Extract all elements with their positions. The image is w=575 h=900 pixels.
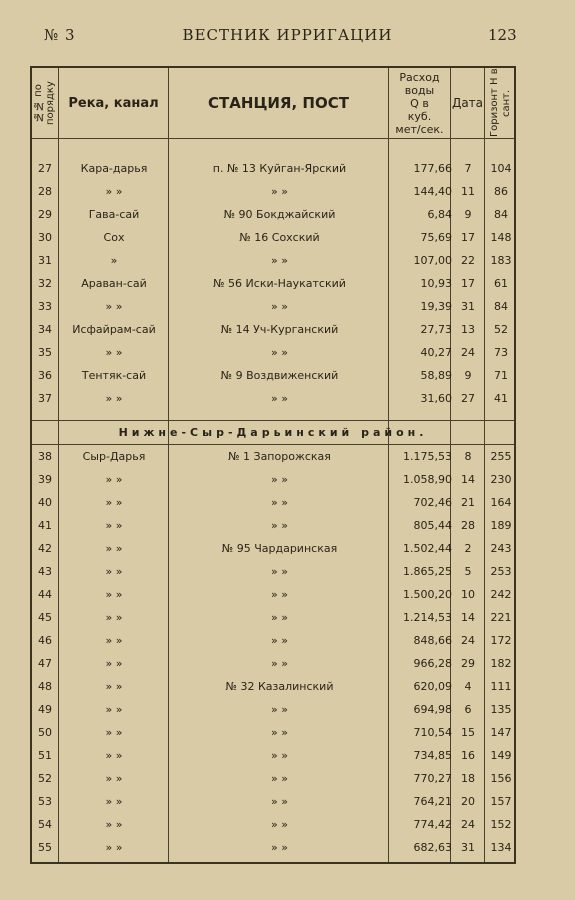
date-cell: 16 [461, 749, 475, 762]
date-cell: 2 [464, 542, 472, 555]
row-number: 46 [38, 634, 52, 647]
table-row [32, 181, 514, 203]
journal-title: ВЕСТНИК ИРРИГАЦИИ [182, 26, 393, 44]
table-row [32, 296, 514, 318]
level-cell: 156 [490, 772, 512, 785]
header-flow [389, 68, 450, 138]
river-cell: » [110, 254, 118, 267]
level-cell: 243 [490, 542, 512, 555]
flow-cell: 1.500,20 [403, 588, 452, 601]
date-cell: 13 [461, 323, 475, 336]
station-cell: » » [271, 346, 288, 359]
table-row [32, 250, 514, 272]
flow-cell: 805,44 [413, 519, 452, 532]
river-cell: » » [105, 565, 123, 578]
date-cell: 9 [464, 208, 472, 221]
station-cell: п. № 13 Куйган-Ярский [212, 162, 347, 175]
station-cell: » » [271, 749, 288, 762]
date-cell: 6 [464, 703, 472, 716]
flow-cell: 682,63 [413, 841, 452, 854]
table-row [32, 768, 514, 790]
flow-cell: 107,00 [413, 254, 452, 267]
river-cell: Исфайрам-сай [72, 323, 156, 336]
table-row [32, 722, 514, 744]
level-cell: 242 [490, 588, 512, 601]
station-cell: » » [271, 795, 288, 808]
table-row [32, 653, 514, 675]
data-table [30, 66, 516, 864]
flow-cell: 770,27 [413, 772, 452, 785]
station-cell: » » [271, 611, 288, 624]
row-number: 50 [38, 726, 52, 739]
row-number: 40 [38, 496, 52, 509]
station-cell: » » [271, 634, 288, 647]
river-cell: » » [105, 473, 123, 486]
row-number: 35 [38, 346, 52, 359]
station-cell: № 90 Бокджайский [223, 208, 336, 221]
river-cell: » » [105, 346, 123, 359]
table-row [32, 515, 514, 537]
date-cell: 20 [461, 795, 475, 808]
station-cell: » » [271, 657, 288, 670]
level-cell: 152 [490, 818, 512, 831]
level-cell: 135 [490, 703, 512, 716]
header-station: СТАНЦИЯ, ПОСТ [208, 94, 349, 112]
flow-cell: 694,98 [413, 703, 452, 716]
level-cell: 134 [490, 841, 512, 854]
table-row [32, 227, 514, 249]
river-cell: » » [105, 680, 123, 693]
date-cell: 18 [461, 772, 475, 785]
river-cell: Араван-сай [81, 277, 147, 290]
header-flow-line: Расход [399, 70, 440, 84]
river-cell: » » [105, 772, 123, 785]
header-flow-line: мет/сек. [395, 122, 444, 136]
station-cell: » » [271, 254, 288, 267]
date-cell: 15 [461, 726, 475, 739]
river-cell: » » [105, 795, 123, 808]
date-cell: 31 [461, 841, 475, 854]
date-cell: 14 [461, 611, 475, 624]
table-row [32, 699, 514, 721]
river-cell: » » [105, 392, 123, 405]
flow-cell: 710,54 [413, 726, 452, 739]
station-cell: № 16 Сохский [239, 231, 320, 244]
station-cell: № 14 Уч-Курганский [220, 323, 339, 336]
flow-cell: 702,46 [413, 496, 452, 509]
level-cell: 147 [490, 726, 512, 739]
row-number: 47 [38, 657, 52, 670]
river-cell: » » [105, 657, 123, 670]
flow-cell: 75,69 [420, 231, 452, 244]
river-cell: » » [105, 542, 123, 555]
level-cell: 183 [490, 254, 512, 267]
table-row [32, 561, 514, 583]
row-number: 27 [38, 162, 52, 175]
flow-cell: 734,85 [413, 749, 452, 762]
header-river: Река, канал [68, 95, 159, 111]
flow-cell: 31,60 [420, 392, 452, 405]
table-row [32, 745, 514, 767]
table-row [32, 492, 514, 514]
table-row [32, 365, 514, 387]
table-row [32, 676, 514, 698]
row-number: 55 [38, 841, 52, 854]
station-cell: » » [271, 772, 288, 785]
table-row [32, 791, 514, 813]
row-number: 34 [38, 323, 52, 336]
level-cell: 111 [490, 680, 512, 693]
flow-cell: 848,66 [413, 634, 452, 647]
header-flow-label [395, 71, 443, 136]
page-number: 123 [488, 26, 517, 44]
row-number: 53 [38, 795, 52, 808]
flow-cell: 10,93 [420, 277, 452, 290]
river-cell: » » [105, 634, 123, 647]
river-cell: Сох [103, 231, 125, 244]
station-cell: » » [271, 726, 288, 739]
station-cell: » » [271, 818, 288, 831]
row-number: 49 [38, 703, 52, 716]
row-number: 38 [38, 450, 52, 463]
level-cell: 164 [490, 496, 512, 509]
date-cell: 24 [461, 634, 475, 647]
level-cell: 84 [494, 300, 508, 313]
level-cell: 71 [494, 369, 508, 382]
table-row [32, 630, 514, 652]
date-cell: 27 [461, 392, 475, 405]
river-cell: Тентяк-сай [81, 369, 147, 382]
river-cell: » » [105, 185, 123, 198]
river-cell: » » [105, 749, 123, 762]
table-row [32, 388, 514, 410]
river-cell: Кара-дарья [80, 162, 148, 175]
row-number: 51 [38, 749, 52, 762]
row-number: 33 [38, 300, 52, 313]
station-cell: № 95 Чардаринская [221, 542, 338, 555]
date-cell: 8 [464, 450, 472, 463]
row-number: 32 [38, 277, 52, 290]
level-cell: 230 [490, 473, 512, 486]
table-row [32, 158, 514, 180]
level-cell: 73 [494, 346, 508, 359]
row-number: 36 [38, 369, 52, 382]
date-cell: 14 [461, 473, 475, 486]
station-cell: » » [271, 496, 288, 509]
header-num [32, 68, 58, 138]
table-row [32, 814, 514, 836]
header-level [485, 68, 516, 138]
header-date: Дата [451, 96, 484, 110]
flow-cell: 1.058,90 [403, 473, 452, 486]
date-cell: 9 [464, 369, 472, 382]
row-number: 29 [38, 208, 52, 221]
row-number: 43 [38, 565, 52, 578]
level-cell: 52 [494, 323, 508, 336]
flow-cell: 774,42 [413, 818, 452, 831]
level-cell: 255 [490, 450, 512, 463]
flow-cell: 177,66 [413, 162, 452, 175]
level-cell: 221 [490, 611, 512, 624]
table-row [32, 538, 514, 560]
flow-cell: 58,89 [420, 369, 452, 382]
header-rule [32, 138, 514, 139]
river-cell: » » [105, 496, 123, 509]
level-cell: 157 [490, 795, 512, 808]
station-cell: » » [271, 703, 288, 716]
level-cell: 84 [494, 208, 508, 221]
row-number: 52 [38, 772, 52, 785]
row-number: 28 [38, 185, 52, 198]
flow-cell: 27,73 [420, 323, 452, 336]
river-cell: » » [105, 611, 123, 624]
date-cell: 11 [461, 185, 475, 198]
flow-cell: 1.214,53 [403, 611, 452, 624]
station-cell: » » [271, 841, 288, 854]
date-cell: 24 [461, 818, 475, 831]
row-number: 45 [38, 611, 52, 624]
header-num-label: №№ по порядку [33, 81, 56, 125]
level-cell: 189 [490, 519, 512, 532]
river-cell: » » [105, 703, 123, 716]
river-cell: » » [105, 300, 123, 313]
station-cell: » » [271, 473, 288, 486]
section-rule [32, 444, 514, 445]
table-row [32, 273, 514, 295]
river-cell: » » [105, 726, 123, 739]
date-cell: 4 [464, 680, 472, 693]
level-cell: 61 [494, 277, 508, 290]
station-cell: № 9 Воздвиженский [220, 369, 339, 382]
table-row [32, 204, 514, 226]
flow-cell: 620,09 [413, 680, 452, 693]
river-cell: » » [105, 841, 123, 854]
header-flow-line: Q в [410, 96, 429, 110]
table-row [32, 607, 514, 629]
row-number: 54 [38, 818, 52, 831]
level-cell: 253 [490, 565, 512, 578]
station-cell: № 56 Иски-Наукатский [213, 277, 346, 290]
river-cell: » » [105, 818, 123, 831]
date-cell: 29 [461, 657, 475, 670]
date-cell: 17 [461, 231, 475, 244]
flow-cell: 19,39 [420, 300, 452, 313]
row-number: 31 [38, 254, 52, 267]
flow-cell: 966,28 [413, 657, 452, 670]
station-cell: » » [271, 300, 288, 313]
table-row [32, 446, 514, 468]
table-row [32, 319, 514, 341]
station-cell: № 1 Запорожская [228, 450, 331, 463]
row-number: 30 [38, 231, 52, 244]
station-cell: » » [271, 588, 288, 601]
flow-cell: 1.175,53 [403, 450, 452, 463]
page-header [0, 0, 575, 64]
date-cell: 21 [461, 496, 475, 509]
river-cell: Гава-сай [88, 208, 140, 221]
level-cell: 148 [490, 231, 512, 244]
table-row [32, 469, 514, 491]
date-cell: 24 [461, 346, 475, 359]
station-cell: № 32 Казалинский [225, 680, 334, 693]
level-cell: 86 [494, 185, 508, 198]
river-cell: » » [105, 588, 123, 601]
level-cell: 172 [490, 634, 512, 647]
row-number: 41 [38, 519, 52, 532]
issue-number: № 3 [44, 26, 76, 44]
date-cell: 5 [464, 565, 472, 578]
row-number: 37 [38, 392, 52, 405]
header-level-label: Горизонт Н в сант. [488, 68, 512, 138]
section-rule [32, 420, 514, 421]
station-cell: » » [271, 519, 288, 532]
date-cell: 17 [461, 277, 475, 290]
header-flow-line: куб. [407, 109, 432, 123]
header-flow-line: воды [404, 83, 435, 97]
table-row [32, 584, 514, 606]
table-row [32, 342, 514, 364]
flow-cell: 1.865,25 [403, 565, 452, 578]
date-cell: 28 [461, 519, 475, 532]
flow-cell: 6,84 [427, 208, 452, 221]
table-row [32, 837, 514, 859]
row-number: 42 [38, 542, 52, 555]
district-heading: Нижне-Сыр-Дарьинский район. [118, 426, 428, 439]
level-cell: 41 [494, 392, 508, 405]
station-cell: » » [271, 392, 288, 405]
row-number: 39 [38, 473, 52, 486]
flow-cell: 144,40 [413, 185, 452, 198]
date-cell: 31 [461, 300, 475, 313]
station-cell: » » [271, 565, 288, 578]
level-cell: 104 [490, 162, 512, 175]
flow-cell: 40,27 [420, 346, 452, 359]
date-cell: 10 [461, 588, 475, 601]
river-cell: Сыр-Дарья [82, 450, 146, 463]
station-cell: » » [271, 185, 288, 198]
date-cell: 22 [461, 254, 475, 267]
flow-cell: 764,21 [413, 795, 452, 808]
row-number: 48 [38, 680, 52, 693]
level-cell: 182 [490, 657, 512, 670]
flow-cell: 1.502,44 [403, 542, 452, 555]
date-cell: 7 [464, 162, 472, 175]
row-number: 44 [38, 588, 52, 601]
level-cell: 149 [490, 749, 512, 762]
river-cell: » » [105, 519, 123, 532]
